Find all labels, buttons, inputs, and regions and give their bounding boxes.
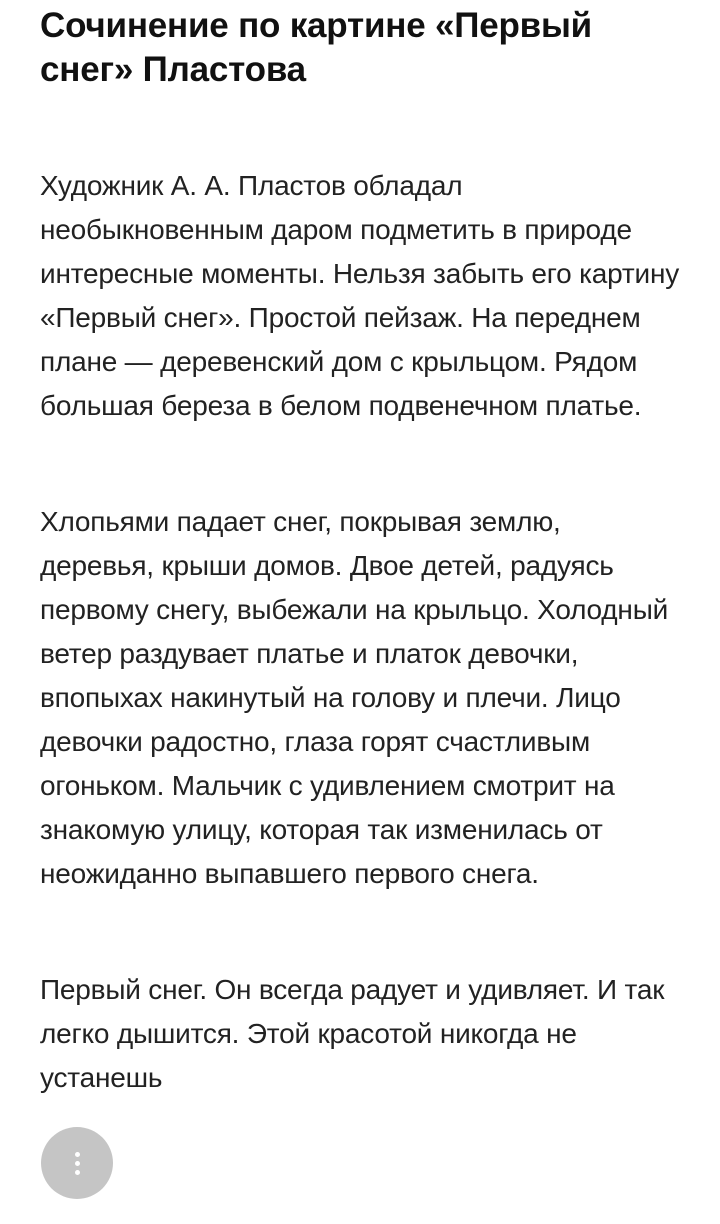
paragraph-1: Художник А. А. Пластов обладал необыкновенным даром подметить в природе интересные моменты. Нельзя забыть его картину «Первый снег». Простой пейзаж. На переднем плане — деревенский дом с крыльцом. Рядом большая береза в белом подвенечном платье. bbox=[40, 170, 680, 421]
more-vertical-icon bbox=[75, 1152, 80, 1175]
article-title: Сочинение по картине «Первый снег» Пластова bbox=[40, 6, 592, 89]
article bbox=[40, 0, 680, 1100]
paragraph-3: Первый снег. Он всегда радует и удивляет. И так легко дышится. Этой красотой никогда не устанешь bbox=[40, 974, 665, 1093]
paragraph-2: Хлопьями падает снег, покрывая землю, деревья, крыши домов. Двое детей, радуясь первому снегу, выбежали на крыльцо. Холодный ветер раздувает платье и платок девочки, впопыхах накинутый на голову и плечи. Лицо девочки радостно, глаза горят счастливым огоньком. Мальчик с удивлением смотрит на знакомую улицу, которая так изменилась от неожиданно выпавшего первого снега. bbox=[40, 506, 669, 889]
more-options-button[interactable] bbox=[41, 1127, 113, 1199]
